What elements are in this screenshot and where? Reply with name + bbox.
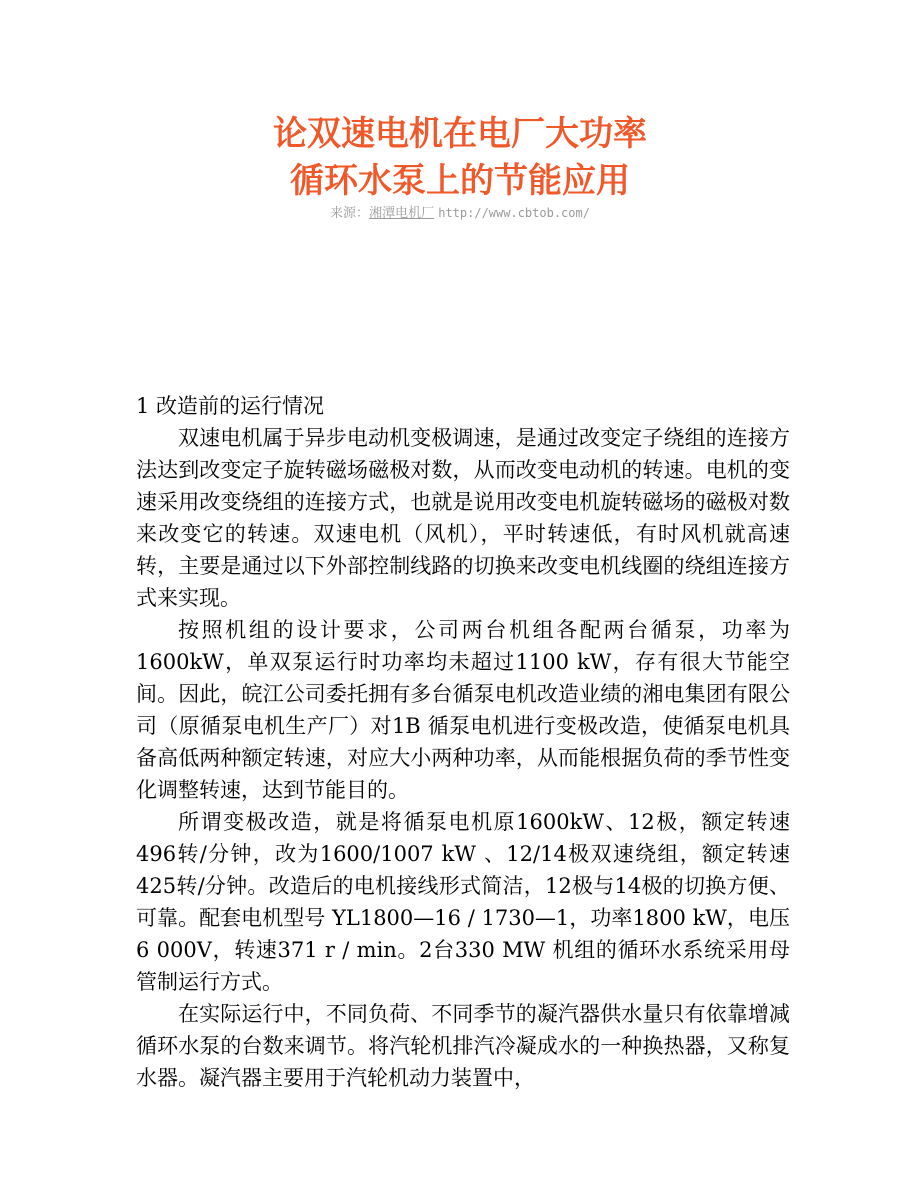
source-line (0, 203, 920, 224)
paragraph-1: 双速电机属于异步电动机变极调速，是通过改变定子绕组的连接方法达到改变定子旋转磁场磁极对数，从而改变电动机的转速。电机的变速采用改变绕组的连接方式，也就是说用改变电机旋转磁场的磁极对数来改变它的转速。双速电机（风机），平时转速低，有时风机就高速转，主要是通过以下外部控制线路的切换来改变电机线圈的绕组连接方式来实现。 (136, 426, 790, 610)
source-label: 来源： (330, 206, 370, 221)
source-url: http://www.cbtob.com/ (438, 206, 590, 220)
paragraph-2: 按照机组的设计要求，公司两台机组各配两台循泵，功率为1600kW，单双泵运行时功率均未超过1100 kW，存有很大节能空间。因此，皖江公司委托拥有多台循泵电机改造业绩的湘电集团有限公司（原循泵电机生产厂）对1B 循泵电机进行变极改造，使循泵电机具备高低两种额定转速，对应大小两种功率，从而能根据负荷的季节性变化调整转速，达到节能目的。 (136, 618, 790, 802)
article-body (136, 390, 790, 1094)
title-line-2: 循环水泵上的节能应用 (290, 161, 630, 201)
section-heading: 1 改造前的运行情况 (136, 394, 325, 418)
paragraph-3: 所谓变极改造，就是将循泵电机原1600kW、12极，额定转速496转/分钟，改为1600/1007 kW 、12/14极双速绕组，额定转速425转/分钟。改造后的电机接线形式简洁，12极与14极的切换方便、可靠。配套电机型号 YL1800—16 / 1730—1，功率1800 kW，电压6 000V，转速371 r / min。2台330 MW 机组的循环水系统采用母管制运行方式。 (136, 810, 790, 994)
paragraph-4: 在实际运行中，不同负荷、不同季节的凝汽器供水量只有依靠增减循环水泵的台数来调节。将汽轮机排汽冷凝成水的一种换热器，又称复水器。凝汽器主要用于汽轮机动力装置中， (136, 1002, 790, 1090)
title-line-1: 论双速电机在电厂大功率 (273, 114, 647, 154)
source-link[interactable]: 湘潭电机厂 (369, 206, 435, 221)
